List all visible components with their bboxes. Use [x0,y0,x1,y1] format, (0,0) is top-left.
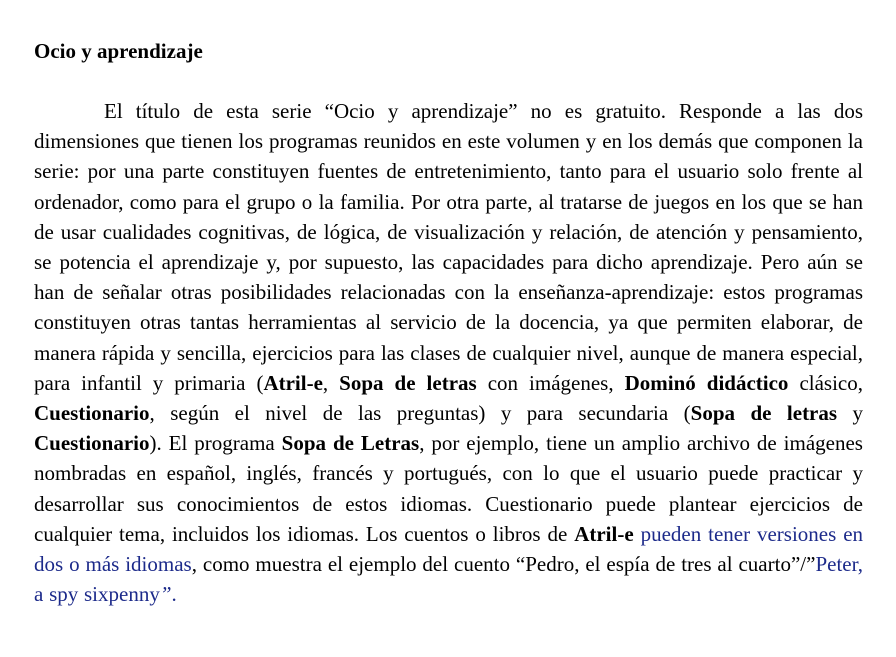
text-run [634,522,641,546]
text-run: , [322,370,340,395]
bold-term: Atril-e [574,521,634,546]
document-page [34,36,863,609]
bold-term: Cuestionario [34,431,150,456]
bold-term: Sopa de letras [339,370,477,395]
bold-term: Sopa de letras [690,401,838,426]
text-run: El título de esta serie “Ocio y aprendizaje” no es gratuito. Responde a las dos dimensiones que tienen los programas reunidos en este volumen y en los demás que componen la serie: por una parte constituyen fuentes de entretenimiento, tanto para el usuario solo frente al ordenador, como para el grupo o la familia. Por otra parte, al tratarse de juegos en los que se han de usar cualidades cognitivas, de lógica, de visualización y relación, de atención y pensamiento, se potencia el aprendizaje y, por supuesto, las capacidades para dicho aprendizaje. Pero aún se han de señalar otras posibilidades relacionadas con la enseñanza-aprendizaje: estos programas constituyen otras tantas herramientas al servicio de la docencia, ya que permiten elaborar, de manera rápida y sencilla, ejercicios para las clases de cualquier nivel, aunque de manera especial, para infantil y primaria ( [34,99,863,395]
body-paragraph [34,96,863,609]
bold-term: Atril-e [263,370,323,395]
highlighted-text: pueden tener versiones en dos o más idiomas [34,521,864,577]
text-run: , según el nivel de las preguntas) y para secundaria ( [149,401,691,426]
section-heading: Ocio y aprendizaje [34,39,203,63]
highlighted-text: ” [159,582,172,607]
text-run: , como muestra el ejemplo del cuento “Pedro, el espía de tres al cuarto”/” [191,552,816,577]
highlighted-text: . [171,582,177,607]
bold-term: Cuestionario [34,401,150,426]
text-run: ). El programa [149,431,282,456]
bold-term: Sopa de Letras [281,431,420,456]
bold-term: Dominó didáctico [624,370,789,395]
highlighted-text: Peter, a spy sixpenny [34,552,863,607]
text-run: con imágenes, [476,370,625,395]
text-run: clásico, [788,370,863,395]
text-run: y [837,401,864,426]
text-run: , por ejemplo, tiene un amplio archivo de imágenes nombradas en español, inglés, francés y portugués, con lo que el usuario puede practicar y desarrollar sus conocimientos de estos idiomas. Cuestionario puede plantear ejercicios de cualquier tema, incluidos los idiomas. Los cuentos o libros de [34,431,863,546]
